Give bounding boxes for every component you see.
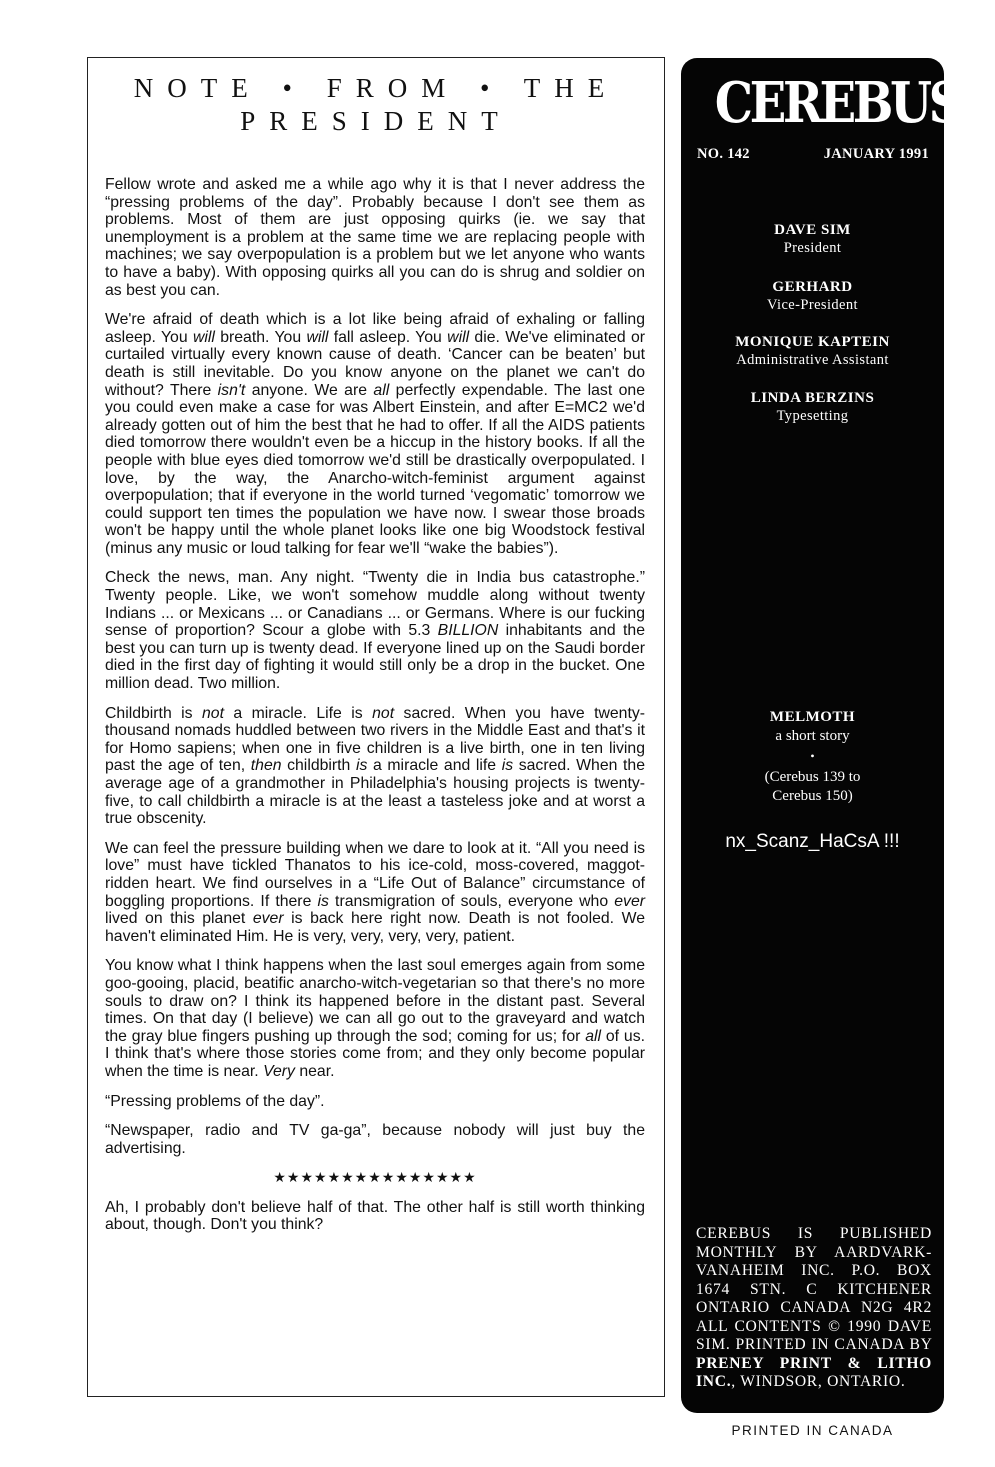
staff-role: Vice-President: [767, 297, 858, 313]
text-run: is back here right now. Death is not fooled. We haven't eliminated Him. He is very, very, very, very, patient.: [105, 910, 645, 945]
printed-in-canada: PRINTED IN CANADA: [731, 1423, 894, 1438]
story-title: MELMOTH: [769, 709, 856, 725]
text-run: childbirth: [281, 757, 356, 775]
printer-name: PRENEY PRINT & LITHO INC.: [696, 1354, 932, 1390]
text-run: sacred. When the average age of a grandmother in Philadelphia's housing projects is twenty-five, to call childbirth a miracle is at the least a tasteless joke and at worst a true obscenity.: [105, 757, 645, 828]
emphasis: BILLION: [437, 622, 499, 640]
text-run: Check the news, man. Any night. “Twenty die in India bus catastrophe.” Twenty people. Like, we won't somehow muddle along without twenty Indians ... or Mexicans ... or Canadians ... or Germans. Where is our fucking sense of proportion? Scour a globe with 5.3: [105, 569, 645, 640]
text-run: a miracle. Life is: [223, 704, 373, 722]
issue-date: JANUARY 1991: [823, 146, 929, 162]
emphasis: is: [355, 757, 368, 775]
text-run: fall asleep. You: [328, 328, 448, 346]
text-run: sacred. When you have twenty-thousand nomads huddled between two rivers in the Middle East and that's it for Homo sapiens; when one in five children is a live birth, one in ten living past the age of ten,: [105, 704, 646, 775]
paragraph-8: “Newspaper, radio and TV ga-ga”, because nobody will just buy the advertising.: [105, 1122, 645, 1157]
staff-entry: [681, 389, 944, 425]
story-block: [681, 708, 944, 806]
emphasis: is: [317, 892, 329, 910]
text-run: perfectly expendable. The last one you could even make a case for was Albert Einstein, and after E=MC2 we'd already gotten out of him the best that he had to offer. If all the AIDS patients died tomorrow there wouldn't even be a hiccup in the history books. If all the people with blue eyes died tomorrow we'd still be drastically overpopulated. I love, by the way, the Anarcho-witch-feminist argument against overpopulation; that if everyone in the world turned ‘vegomatic’ tomorrow we could support ten times the population we have now. I swear those broads won't be happy until the whole planet looks like one big Woodstock festival (minus any music or loud talking for fear we'll “wake the babies”).: [105, 381, 645, 557]
staff-name: DAVE SIM: [774, 222, 851, 238]
emphasis: ever: [614, 892, 645, 910]
text-run: breath. You: [214, 328, 307, 346]
paragraph-1: Fellow wrote and asked me a while ago why it is that I never address the “pressing problems of the day”. Probably because I don't see them as problems. Most of them are just opposing quirks (ie. we say that unemployment is a problem at the same time we are replacing people with machines; we say overpopulation is a problem but we let anyone who wants to have a baby). With opposing quirks all you can do is shrug and soldier on as best you can.: [105, 176, 645, 299]
paragraph-6: [105, 957, 645, 1080]
emphasis: not: [372, 704, 395, 722]
text-run: inhabitants and the best you can turn up is twenty dead. If everyone lined up on the Saudi border died in the first day of fighting it would still only be a drop in the bucket. One million dead. Two million.: [105, 622, 645, 693]
text-run: lived on this planet: [105, 910, 253, 928]
text-run: Childbirth is: [105, 704, 203, 722]
emphasis: will: [192, 328, 215, 346]
story-bullet: •: [810, 749, 815, 763]
text-run: near.: [294, 1062, 335, 1080]
story-range-line1: (Cerebus 139 to: [764, 769, 861, 785]
note-title-line1: NOTE • FROM • THE: [133, 73, 619, 103]
note-title-line2: PRESIDENT: [240, 106, 512, 136]
emphasis: will: [306, 328, 329, 346]
scanner-tag: nx_Scanz_HaCsA !!!: [725, 831, 900, 852]
story-range-line2: Cerebus 150): [772, 788, 853, 804]
issue-number: NO. 142: [697, 146, 750, 162]
article-body: [105, 176, 645, 1246]
paragraph-3: [105, 569, 645, 692]
star-divider: ★★★★★★★★★★★★★★★: [273, 1169, 477, 1186]
staff-name: GERHARD: [772, 279, 853, 295]
text-run: die. We've eliminated or curtailed virtually every known cause of death. ‘Cancer can be beaten’ but death is still inevitable. Do you know anyone on the planet we can't do without? There: [105, 328, 646, 399]
paragraph-5: [105, 840, 645, 946]
staff-entry: [681, 221, 944, 257]
emphasis: not: [202, 704, 224, 722]
note-title: [88, 72, 664, 138]
emphasis: Very: [263, 1062, 295, 1080]
story-subtitle: a short story: [775, 728, 850, 744]
staff-entry: [681, 333, 944, 369]
staff-role: Administrative Assistant: [736, 352, 889, 368]
emphasis: will: [447, 328, 470, 346]
issue-row: [697, 146, 929, 163]
emphasis: then: [250, 757, 282, 775]
text-run: You know what I think happens when the last soul emerges again from some goo-gooing, placid, beatific anarcho-witch-vegetarian so that there's no more souls to draw on? I think its happened before in the distant past. Several times. On that day (I believe) we can all go out to the graveyard and watch the gray blue fingers pushing up through the sod; coming for us; for: [105, 957, 645, 1045]
emphasis: ever: [252, 910, 284, 928]
staff-entry: [681, 278, 944, 314]
text-run: We're afraid of death which is a lot like being afraid of exhaling or falling asleep. You: [105, 311, 645, 346]
staff-name: LINDA BERZINS: [750, 390, 875, 406]
text-run: We can feel the pressure building when we dare to look at it. “All you need is love” must have tickled Thanatos to his ice-cold, moss-covered, maggot-ridden heart. We find ourselves in a “Life Out of Balance” circumstance of boggling proportions. If there: [105, 839, 645, 910]
staff-role: Typesetting: [776, 408, 849, 424]
publisher-text: CEREBUS IS PUBLISHED MONTHLY BY AARDVARK-VANAHEIM INC. P.O. BOX 1674 STN. C KITCHENER ONTARIO CANADA N2G 4R2 ALL CONTENTS © 1990 DAVE SIM. PRINTED IN CANADA BY: [696, 1225, 932, 1353]
masthead-sidebar: [681, 58, 960, 1413]
cerebus-logo: CEREBUS: [714, 70, 960, 136]
emphasis: is: [501, 757, 514, 775]
emphasis: isn't: [217, 381, 246, 399]
text-run: transmigration of souls, everyone who: [328, 892, 615, 910]
text-run: of us. I think that's where those stories come from; and they only become popular when the time is near.: [105, 1027, 645, 1080]
publisher-info: [696, 1225, 932, 1392]
emphasis: all: [373, 381, 390, 399]
emphasis: all: [585, 1027, 602, 1045]
text-run: a miracle and life: [367, 757, 502, 775]
paragraph-4: [105, 705, 645, 828]
paragraph-7: “Pressing problems of the day”.: [105, 1092, 325, 1110]
paragraph-9: Ah, I probably don't believe half of that. The other half is still worth thinking about, though. Don't you think?: [105, 1198, 645, 1234]
staff-name: MONIQUE KAPTEIN: [735, 334, 890, 350]
paragraph-2: [105, 311, 645, 557]
publisher-text: , WINDSOR, ONTARIO.: [731, 1373, 906, 1390]
staff-role: President: [783, 240, 842, 256]
text-run: anyone. We are: [245, 381, 374, 399]
